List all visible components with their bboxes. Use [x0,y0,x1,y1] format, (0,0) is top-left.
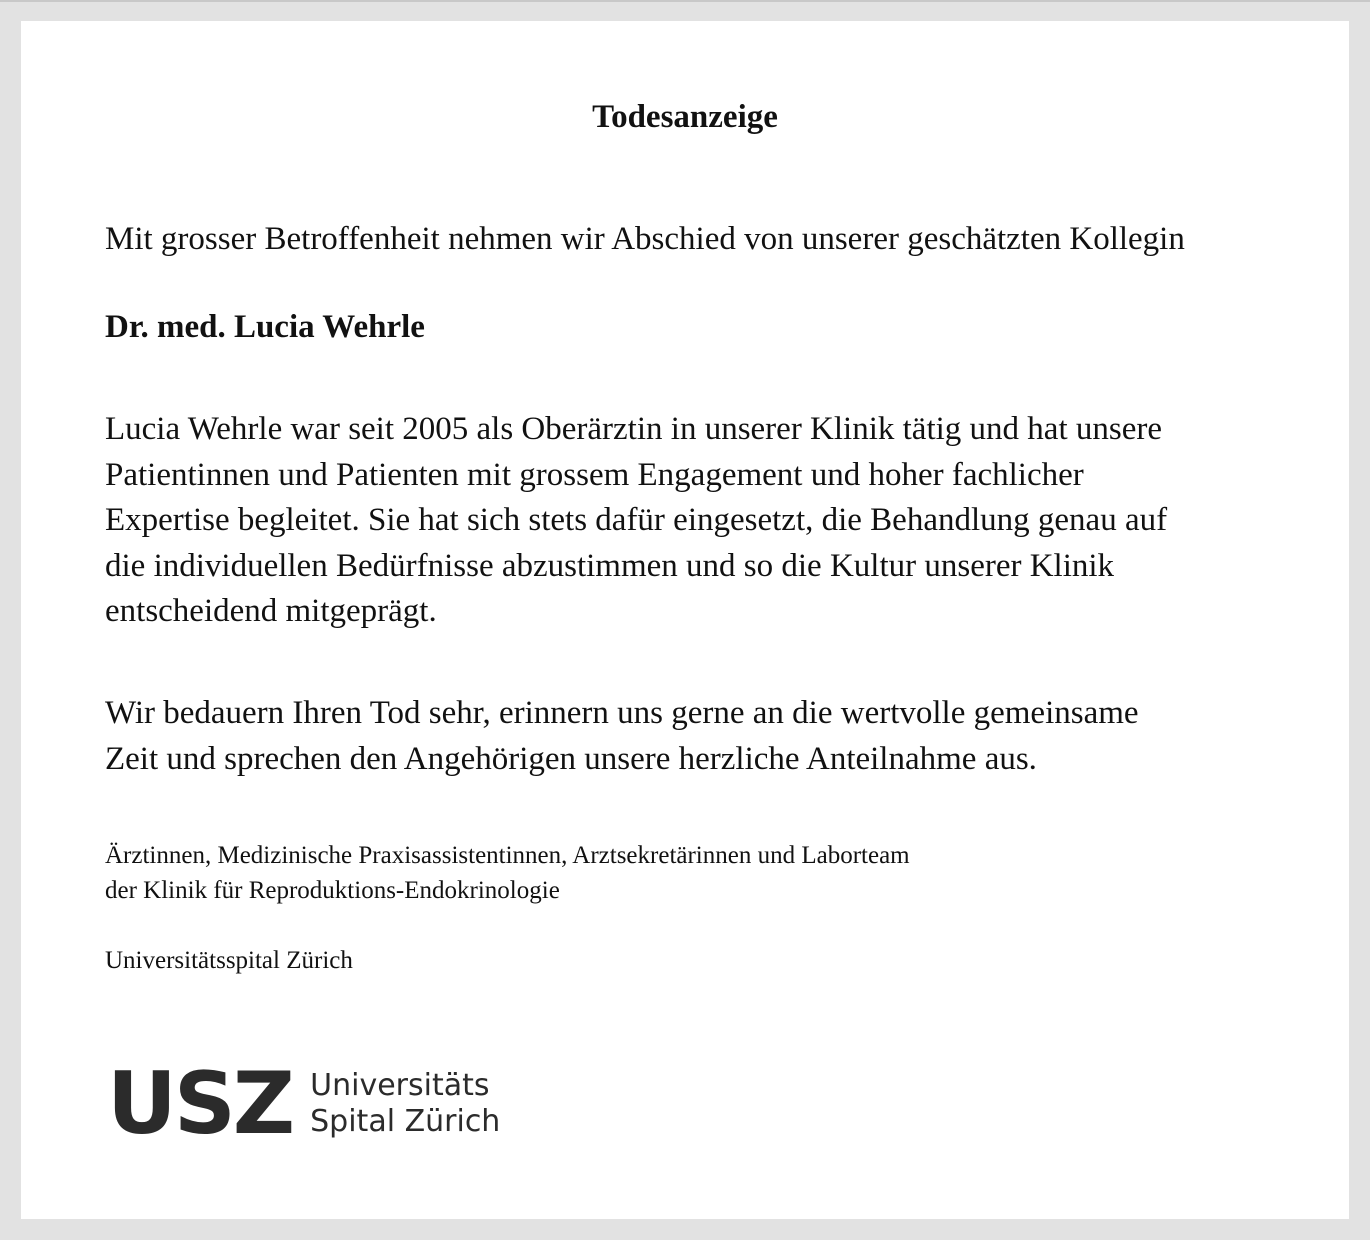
signature-line: der Klinik für Reproduktions-Endokrinologie [105,877,560,904]
logo-line: Spital Zürich [310,1104,501,1139]
top-border [0,0,1370,2]
signature-line: Ärztinnen, Medizinische Praxisassistentinnen, Arztsekretärinnen und Laborteam [105,842,910,869]
condolence-paragraph [105,691,1305,782]
institution-name: Universitätsspital Zürich [105,947,353,974]
usz-logo [107,1054,501,1154]
page-title: Todesanzeige [592,99,778,135]
document-page [21,21,1349,1219]
text-line: Lucia Wehrle war seit 2005 als Oberärztin in unserer Klinik tätig und hat unsere [105,411,1162,447]
logo-text [310,1068,500,1140]
tribute-paragraph [105,407,1305,635]
text-line: Expertise begleitet. Sie hat sich stets dafür eingesetzt, die Behandlung genau auf [105,502,1168,538]
text-line: Zeit und sprechen den Angehörigen unsere herzliche Anteilnahme aus. [105,740,1037,777]
text-line: Wir bedauern Ihren Tod sehr, erinnern uns gerne an die wertvolle gemeinsame [105,695,1139,731]
signature [105,838,910,908]
text-line: die individuellen Bedürfnisse abzustimmen und so die Kultur unserer Klinik [105,547,1115,584]
logo-line: Universitäts [310,1068,490,1103]
logo-mark: USZ [107,1054,293,1154]
text-line: entscheidend mitgeprägt. [105,593,437,629]
intro-text: Mit grosser Betroffenheit nehmen wir Abschied von unserer geschätzten Kollegin [105,221,1185,257]
deceased-name: Dr. med. Lucia Wehrle [105,309,425,345]
text-line: Patientinnen und Patienten mit grossem Engagement und hoher fachlicher [105,456,1084,493]
